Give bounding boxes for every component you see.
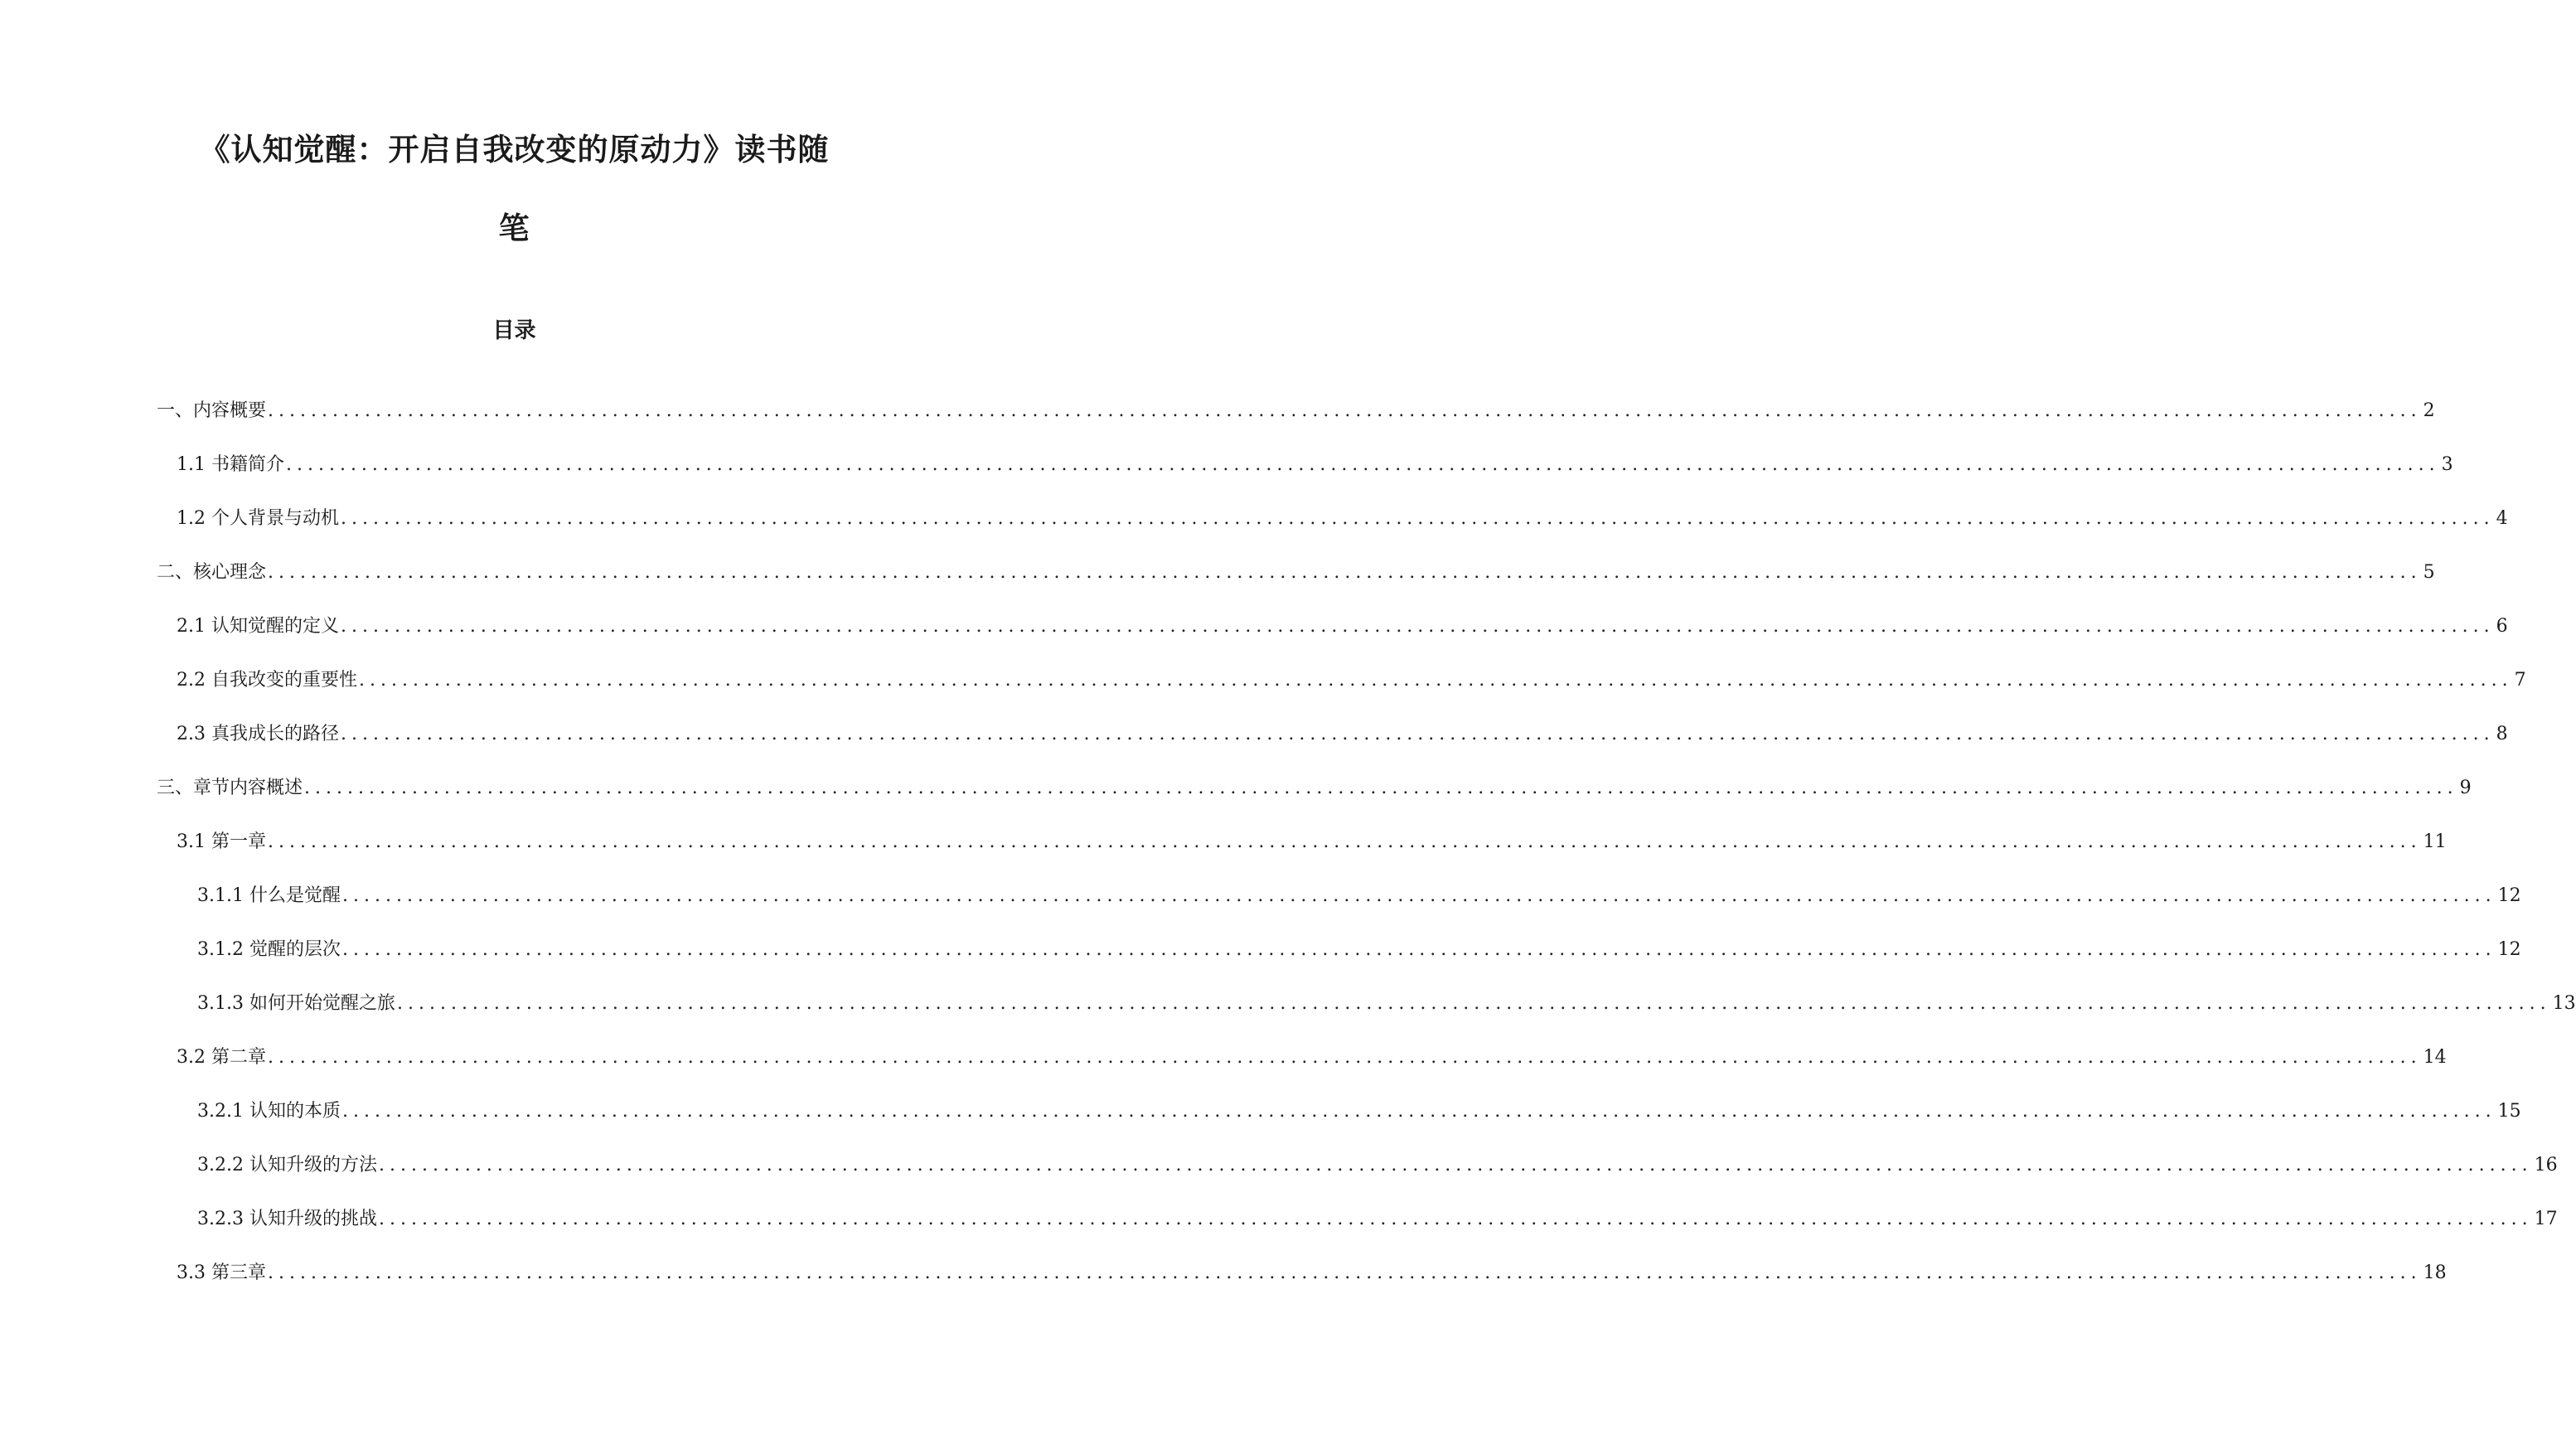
toc-leader-dots: ........................................................................................................................................................................................................: [340, 724, 2495, 744]
table-of-contents: [0, 400, 2576, 1316]
toc-entry-page: 5: [2423, 562, 2435, 583]
document-title: 《认知觉醒：开启自我改变的原动力》读书随: [199, 131, 830, 167]
toc-leader-dots: ........................................................................................................................................................................................................: [304, 778, 2458, 798]
toc-entry-label: 2.2 自我改变的重要性: [177, 670, 357, 691]
toc-entry-label: 1.1 书籍简介: [177, 454, 284, 475]
toc-entry-label: 1.2 个人背景与动机: [177, 508, 339, 529]
toc-leader-dots: ........................................................................................................................................................................................................: [378, 1209, 2533, 1229]
toc-entry-label: 3.2 第二章: [177, 1047, 266, 1068]
toc-entry-page: 13: [2552, 993, 2576, 1014]
toc-entry[interactable]: [0, 669, 2526, 723]
toc-entry-page: 2: [2423, 400, 2435, 421]
toc-leader-dots: ........................................................................................................................................................................................................: [396, 993, 2551, 1014]
toc-entry-page: 7: [2514, 670, 2526, 691]
toc-entry-page: 12: [2497, 885, 2521, 906]
toc-leader-dots: ........................................................................................................................................................................................................: [341, 939, 2496, 960]
toc-leader-dots: ........................................................................................................................................................................................................: [267, 1047, 2422, 1068]
toc-entry-label: 3.3 第三章: [177, 1263, 266, 1283]
toc-entry-page: 14: [2423, 1047, 2447, 1068]
toc-entry[interactable]: [0, 1154, 2558, 1208]
toc-leader-dots: ........................................................................................................................................................................................................: [340, 616, 2495, 637]
toc-leader-dots: ........................................................................................................................................................................................................: [340, 508, 2495, 529]
toc-leader-dots: ........................................................................................................................................................................................................: [268, 400, 2422, 421]
toc-entry-label: 3.1.3 如何开始觉醒之旅: [197, 993, 395, 1014]
toc-leader-dots: ........................................................................................................................................................................................................: [358, 670, 2513, 691]
toc-entry-label: 3.1 第一章: [177, 831, 266, 852]
toc-entry-label: 3.2.2 认知升级的方法: [197, 1155, 377, 1175]
toc-entry[interactable]: [0, 831, 2447, 885]
toc-entry-page: 4: [2496, 508, 2508, 529]
toc-entry-page: 11: [2423, 831, 2447, 852]
toc-entry-page: 17: [2534, 1209, 2558, 1229]
toc-entry[interactable]: [0, 1046, 2447, 1100]
toc-entry[interactable]: [0, 992, 2576, 1046]
toc-entry-label: 3.1.1 什么是觉醒: [197, 885, 341, 906]
toc-entry-label: 二、核心理念: [157, 562, 267, 583]
toc-entry-label: 2.1 认知觉醒的定义: [177, 616, 339, 637]
toc-leader-dots: ........................................................................................................................................................................................................: [378, 1155, 2533, 1175]
toc-entry-label: 3.2.1 认知的本质: [197, 1101, 341, 1122]
toc-leader-dots: ........................................................................................................................................................................................................: [285, 454, 2440, 475]
toc-entry-label: 三、章节内容概述: [157, 778, 303, 798]
toc-entry-page: 16: [2534, 1155, 2558, 1175]
document-title-continued: 笔: [498, 210, 530, 246]
toc-entry-label: 一、内容概要: [157, 400, 267, 421]
toc-entry-page: 9: [2459, 778, 2472, 798]
toc-entry[interactable]: [0, 400, 2435, 453]
toc-entry[interactable]: [0, 777, 2472, 831]
toc-entry[interactable]: [0, 615, 2508, 669]
toc-entry[interactable]: [0, 507, 2508, 561]
toc-leader-dots: ........................................................................................................................................................................................................: [267, 1263, 2422, 1283]
toc-entry-page: 8: [2496, 724, 2508, 744]
toc-entry-page: 3: [2441, 454, 2453, 475]
toc-entry[interactable]: [0, 561, 2435, 615]
toc-entry-page: 12: [2497, 939, 2521, 960]
toc-entry[interactable]: [0, 723, 2508, 777]
toc-heading: 目录: [492, 318, 536, 343]
toc-entry-label: 2.3 真我成长的路径: [177, 724, 339, 744]
toc-entry-page: 6: [2496, 616, 2508, 637]
toc-entry[interactable]: [0, 453, 2453, 507]
toc-entry-label: 3.1.2 觉醒的层次: [197, 939, 341, 960]
toc-entry[interactable]: [0, 885, 2521, 938]
toc-entry[interactable]: [0, 1262, 2447, 1316]
toc-leader-dots: ........................................................................................................................................................................................................: [268, 562, 2422, 583]
toc-leader-dots: ........................................................................................................................................................................................................: [341, 1101, 2496, 1122]
toc-entry-page: 15: [2497, 1101, 2521, 1122]
toc-entry[interactable]: [0, 1208, 2558, 1262]
toc-entry-label: 3.2.3 认知升级的挑战: [197, 1209, 377, 1229]
toc-entry[interactable]: [0, 938, 2521, 992]
toc-leader-dots: ........................................................................................................................................................................................................: [341, 885, 2496, 906]
toc-leader-dots: ........................................................................................................................................................................................................: [267, 831, 2422, 852]
toc-entry[interactable]: [0, 1100, 2521, 1154]
toc-entry-page: 18: [2423, 1263, 2447, 1283]
